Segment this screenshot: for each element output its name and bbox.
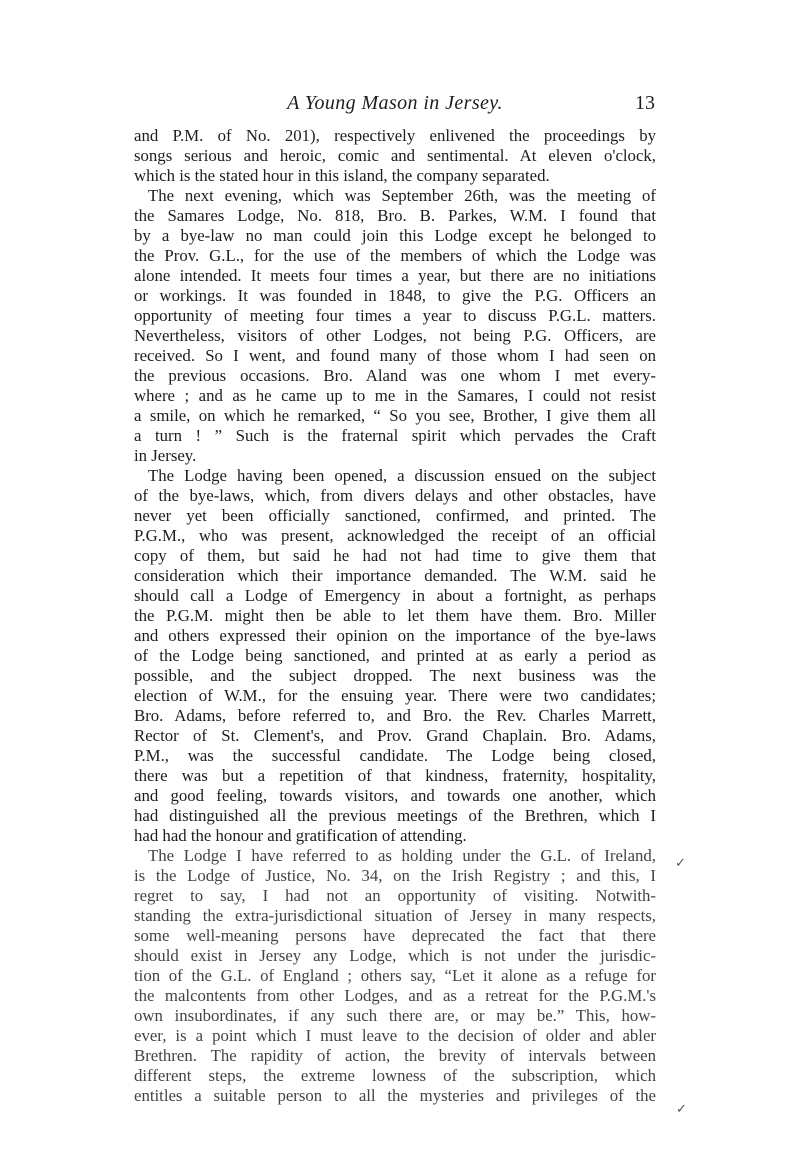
text-line: consideration which their importance demanded. The W.M. said he xyxy=(134,566,656,585)
text-line: received. So I went, and found many of those whom I had seen on xyxy=(134,346,656,365)
text-line: where ; and as he came up to me in the Samares, I could not resist xyxy=(134,386,656,405)
margin-tick-mark: ✓ xyxy=(675,856,686,871)
text-line: alone intended. It meets four times a year, but there are no initiations xyxy=(134,266,656,285)
text-line: election of W.M., for the ensuing year. There were two candidates; xyxy=(134,686,656,705)
text-line: The Lodge I have referred to as holding under the G.L. of Ireland, xyxy=(148,846,656,865)
text-line: and others expressed their opinion on the importance of the bye-laws xyxy=(134,626,656,645)
text-line: or workings. It was founded in 1848, to give the P.G. Officers an xyxy=(134,286,656,305)
running-title: A Young Mason in Jersey. xyxy=(287,92,503,114)
text-line: Rector of St. Clement's, and Prov. Grand Chaplain. Bro. Adams, xyxy=(134,726,656,745)
text-line: Bro. Adams, before referred to, and Bro. the Rev. Charles Marrett, xyxy=(134,706,656,725)
margin-tick-mark: ✓ xyxy=(676,1102,687,1117)
text-line: the Prov. G.L., for the use of the members of which the Lodge was xyxy=(134,246,656,265)
body-text xyxy=(134,126,656,1106)
text-line: Brethren. The rapidity of action, the brevity of intervals between xyxy=(134,1046,656,1065)
text-line: which is the stated hour in this island, the company separated. xyxy=(134,166,550,185)
text-line: possible, and the subject dropped. The next business was the xyxy=(134,666,656,685)
text-line: the previous occasions. Bro. Aland was one whom I met every- xyxy=(134,366,656,385)
text-line: different steps, the extreme lowness of the subscription, which xyxy=(134,1066,656,1085)
text-line: standing the extra-jurisdictional situation of Jersey in many respects, xyxy=(134,906,656,925)
text-line: some well-meaning persons have deprecated the fact that there xyxy=(134,926,656,945)
text-line: own insubordinates, if any such there are, or may be.” This, how- xyxy=(134,1006,656,1025)
page-number: 13 xyxy=(635,92,655,114)
text-line: never yet been officially sanctioned, confirmed, and printed. The xyxy=(134,506,656,525)
text-line: a smile, on which he remarked, “ So you see, Brother, I give them all xyxy=(134,406,656,425)
text-line: and P.M. of No. 201), respectively enlivened the proceedings by xyxy=(134,126,656,145)
text-line: is the Lodge of Justice, No. 34, on the Irish Registry ; and this, I xyxy=(134,866,656,885)
text-line: had had the honour and gratification of attending. xyxy=(134,826,467,845)
text-line: regret to say, I had not an opportunity of visiting. Notwith- xyxy=(134,886,656,905)
text-line: copy of them, but said he had not had time to give them that xyxy=(134,546,656,565)
text-line: and good feeling, towards visitors, and towards one another, which xyxy=(134,786,656,805)
text-line: tion of the G.L. of England ; others say, “Let it alone as a refuge for xyxy=(134,966,656,985)
text-line: The Lodge having been opened, a discussion ensued on the subject xyxy=(148,466,656,485)
text-line: of the Lodge being sanctioned, and printed at as early a period as xyxy=(134,646,656,665)
text-line: P.M., was the successful candidate. The Lodge being closed, xyxy=(134,746,656,765)
text-line: a turn ! ” Such is the fraternal spirit which pervades the Craft xyxy=(134,426,656,445)
text-line: the P.G.M. might then be able to let them have them. Bro. Miller xyxy=(134,606,656,625)
running-head xyxy=(135,92,655,118)
text-line: entitles a suitable person to all the mysteries and privileges of the xyxy=(134,1086,656,1105)
text-line: by a bye-law no man could join this Lodge except he belonged to xyxy=(134,226,656,245)
text-line: P.G.M., who was present, acknowledged the receipt of an official xyxy=(134,526,656,545)
text-line: ever, is a point which I must leave to the decision of older and abler xyxy=(134,1026,656,1045)
text-line: songs serious and heroic, comic and sentimental. At eleven o'clock, xyxy=(134,146,656,165)
text-line: should call a Lodge of Emergency in about a fortnight, as perhaps xyxy=(134,586,656,605)
text-line: The next evening, which was September 26th, was the meeting of xyxy=(148,186,656,205)
text-line: the Samares Lodge, No. 818, Bro. B. Parkes, W.M. I found that xyxy=(134,206,656,225)
text-line: of the bye-laws, which, from divers delays and other obstacles, have xyxy=(134,486,656,505)
text-line: in Jersey. xyxy=(134,446,197,465)
text-line: opportunity of meeting four times a year to discuss P.G.L. matters. xyxy=(134,306,656,325)
text-line: the malcontents from other Lodges, and as a retreat for the P.G.M.'s xyxy=(134,986,656,1005)
text-line: should exist in Jersey any Lodge, which is not under the jurisdic- xyxy=(134,946,656,965)
text-line: there was but a repetition of that kindness, fraternity, hospitality, xyxy=(134,766,656,785)
text-line: had distinguished all the previous meetings of the Brethren, which I xyxy=(134,806,656,825)
text-line: Nevertheless, visitors of other Lodges, not being P.G. Officers, are xyxy=(134,326,656,345)
